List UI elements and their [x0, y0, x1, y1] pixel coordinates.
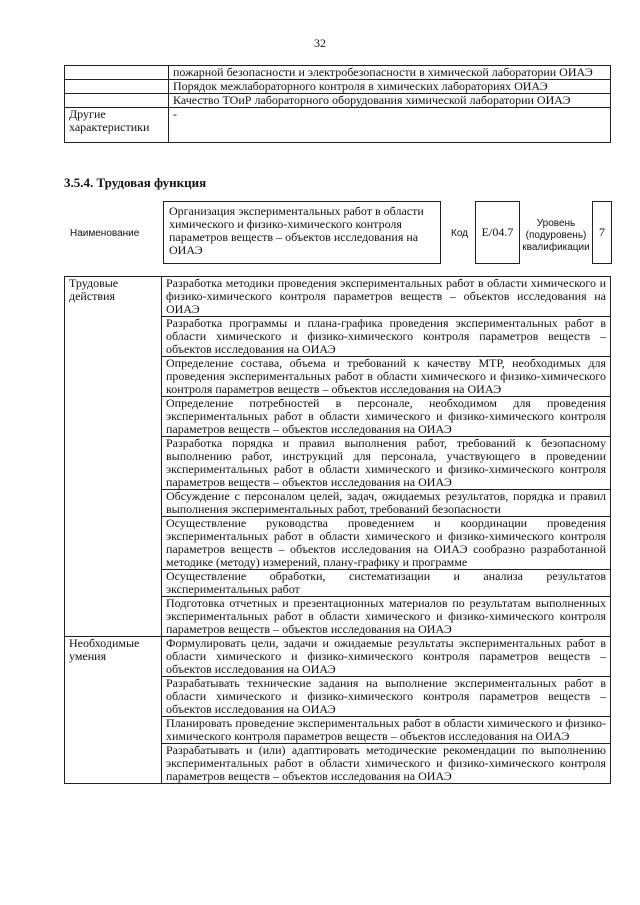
required-skill-row-text: Разрабатывать технические задания на выполнение экспериментальных работ в области химического и физико-химического контроля параметров веществ – объектов исследования на ОИАЭ	[162, 677, 611, 717]
labor-action-row-text: Осуществление обработки, систематизации и анализа результатов экспериментальных работ	[162, 570, 611, 597]
required-skill-row	[65, 637, 611, 677]
labor-actions-label: Трудовые действия	[65, 277, 162, 637]
labor-action-row-text: Подготовка отчетных и презентационных материалов по результатам выполненных экспериментальных работ в области химического и физико-химического контроля параметров веществ – объектов исследования на ОИАЭ	[162, 597, 611, 637]
labor-action-row-text: Определение состава, объема и требований к качеству МТР, необходимых для проведения экспериментальных работ в области химического и физико-химического контроля параметров веществ – объектов исследования на ОИАЭ	[162, 357, 611, 397]
required-skill-row-text: Разрабатывать и (или) адаптировать методические рекомендации по выполнению экспериментальных работ в области химического и физико-химического контроля параметров веществ – объектов исследования на ОИАЭ	[162, 744, 611, 784]
labor-action-row-text: Осуществление руководства проведением и координации проведения экспериментальных работ в области химического и физико-химического контроля параметров веществ – объектов исследования на ОИАЭ сообразно разработанной методике (методу) измерений, плану-графику и программе	[162, 517, 611, 570]
row-label	[65, 94, 169, 108]
table-row	[65, 80, 611, 94]
code-label: Код	[451, 228, 469, 239]
table-row	[65, 66, 611, 80]
row-text: Качество ТОиР лабораторного оборудования химической лаборатории ОИАЭ	[169, 94, 611, 108]
level-label: Уровень (подуровень) квалификации	[522, 218, 590, 253]
code-value: E/04.7	[475, 201, 520, 264]
labor-action-row-text: Определение потребностей в персонале, необходимом для проведения экспериментальных работ в области химического и физико-химического контроля параметров веществ – объектов исследования на ОИАЭ	[162, 397, 611, 437]
row-label	[65, 80, 169, 94]
function-name: Организация экспериментальных работ в области химического и физико-химического контроля параметров веществ – объектов исследования на ОИАЭ	[163, 201, 441, 264]
row-label: Другие характеристики	[65, 108, 169, 143]
level-value: 7	[592, 201, 612, 264]
row-text: -	[169, 108, 611, 143]
labor-action-row-text: Разработка методики проведения экспериментальных работ в области химического и физико-химического контроля параметров веществ – объектов исследования на ОИАЭ	[162, 277, 611, 317]
required-skills-label: Необходимые умения	[65, 637, 162, 784]
row-label	[65, 66, 169, 80]
row-text: пожарной безопасности и электробезопасности в химической лаборатории ОИАЭ	[169, 66, 611, 80]
labor-action-row-text: Разработка порядка и правил выполнения работ, требований к безопасному выполнению работ, инструкций для персонала, участвующего в проведении экспериментальных работ в области химического и физико-химического контроля параметров веществ – объектов исследования на ОИАЭ	[162, 437, 611, 490]
row-text: Порядок межлабораторного контроля в химических лабораториях ОИАЭ	[169, 80, 611, 94]
other-characteristics-table	[64, 65, 611, 143]
labor-action-row-text: Обсуждение с персоналом целей, задач, ожидаемых результатов, порядка и правил выполнения экспериментальных работ, требований безопасности	[162, 490, 611, 517]
section-heading: 3.5.4. Трудовая функция	[64, 175, 207, 190]
table-row	[65, 94, 611, 108]
function-details-table	[64, 276, 611, 784]
table-row	[65, 108, 611, 143]
required-skill-row-text: Планировать проведение экспериментальных работ в области химического и физико-химического контроля параметров веществ – объектов исследования на ОИАЭ	[162, 717, 611, 744]
required-skill-row-text: Формулировать цели, задачи и ожидаемые результаты экспериментальных работ в области химического и физико-химического контроля параметров веществ – объектов исследования на ОИАЭ	[162, 637, 611, 677]
page-number: 32	[314, 36, 326, 50]
labor-action-row	[65, 277, 611, 317]
name-label: Наименование	[70, 228, 140, 239]
labor-action-row-text: Разработка программы и плана-графика проведения экспериментальных работ в области химического и физико-химического контроля параметров веществ – объектов исследования на ОИАЭ	[162, 317, 611, 357]
